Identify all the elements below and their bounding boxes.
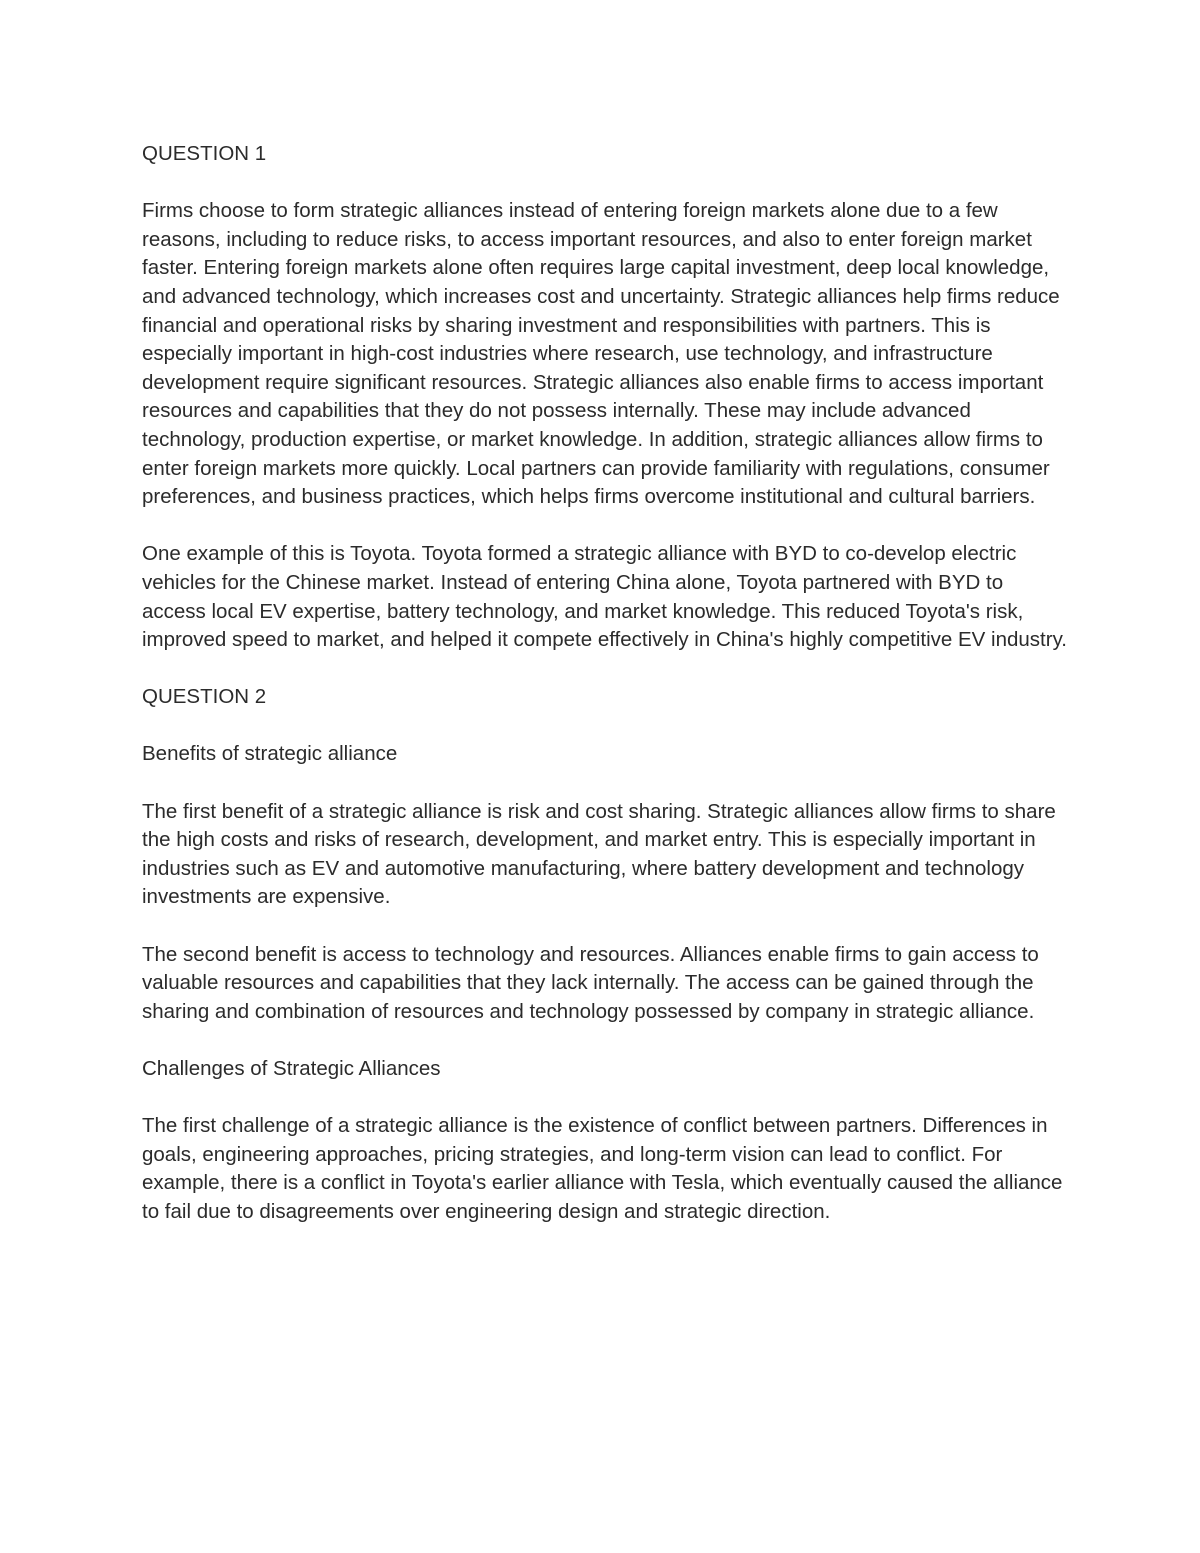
document-body bbox=[142, 140, 1072, 1255]
benefit-1-paragraph: The first benefit of a strategic alliance is risk and cost sharing. Strategic alliances allow firms to share the high costs and risks of research, development, and market entry. This is especially important in industries such as EV and automotive manufacturing, where battery development and technology investments are expensive. bbox=[142, 799, 1056, 909]
question-1-heading: QUESTION 1 bbox=[142, 142, 267, 165]
challenge-1-paragraph: The first challenge of a strategic alliance is the existence of conflict between partners. Differences in goals, engineering approaches, pricing strategies, and long-term vision can lead to conflict. For example, there is a conflict in Toyota's earlier alliance with Tesla, which eventually caused the alliance to fail due to disagreements over engineering design and strategic direction. bbox=[142, 1114, 1063, 1223]
question-2-heading: QUESTION 2 bbox=[142, 685, 267, 709]
challenges-subheading: Challenges of Strategic Alliances bbox=[142, 1057, 441, 1080]
benefits-subheading: Benefits of strategic alliance bbox=[142, 742, 398, 766]
benefit-2-paragraph: The second benefit is access to technology and resources. Alliances enable firms to gain access to valuable resources and capabilities that they lack internally. The access can be gained through the sharing and combination of resources and technology possessed by company in strategic alliance. bbox=[142, 942, 1039, 1023]
question-1-paragraph-example: One example of this is Toyota. Toyota formed a strategic alliance with BYD to co-develop electric vehicles for the Chinese market. Instead of entering China alone, Toyota partnered with BYD to access local EV expertise, battery technology, and market knowledge. This reduced Toyota's risk, improved speed to market, and helped it compete effectively in China's highly competitive EV industry. bbox=[142, 542, 1067, 652]
question-1-paragraph-reasons: Firms choose to form strategic alliances instead of entering foreign markets alone due to a few reasons, including to reduce risks, to access important resources, and also to enter foreign market faster. Entering foreign markets alone often requires large capital investment, deep local knowledge, and advanced technology, which increases cost and uncertainty. Strategic alliances help firms reduce financial and operational risks by sharing investment and responsibilities with partners. This is especially important in high-cost industries where research, use technology, and infrastructure development require significant resources. Strategic alliances also enable firms to access important resources and capabilities that they do not possess internally. These may include advanced technology, production expertise, or market knowledge. In addition, strategic alliances allow firms to enter foreign markets more quickly. Local partners can provide familiarity with regulations, consumer preferences, and business practices, which helps firms overcome institutional and cultural barriers. bbox=[142, 199, 1060, 509]
